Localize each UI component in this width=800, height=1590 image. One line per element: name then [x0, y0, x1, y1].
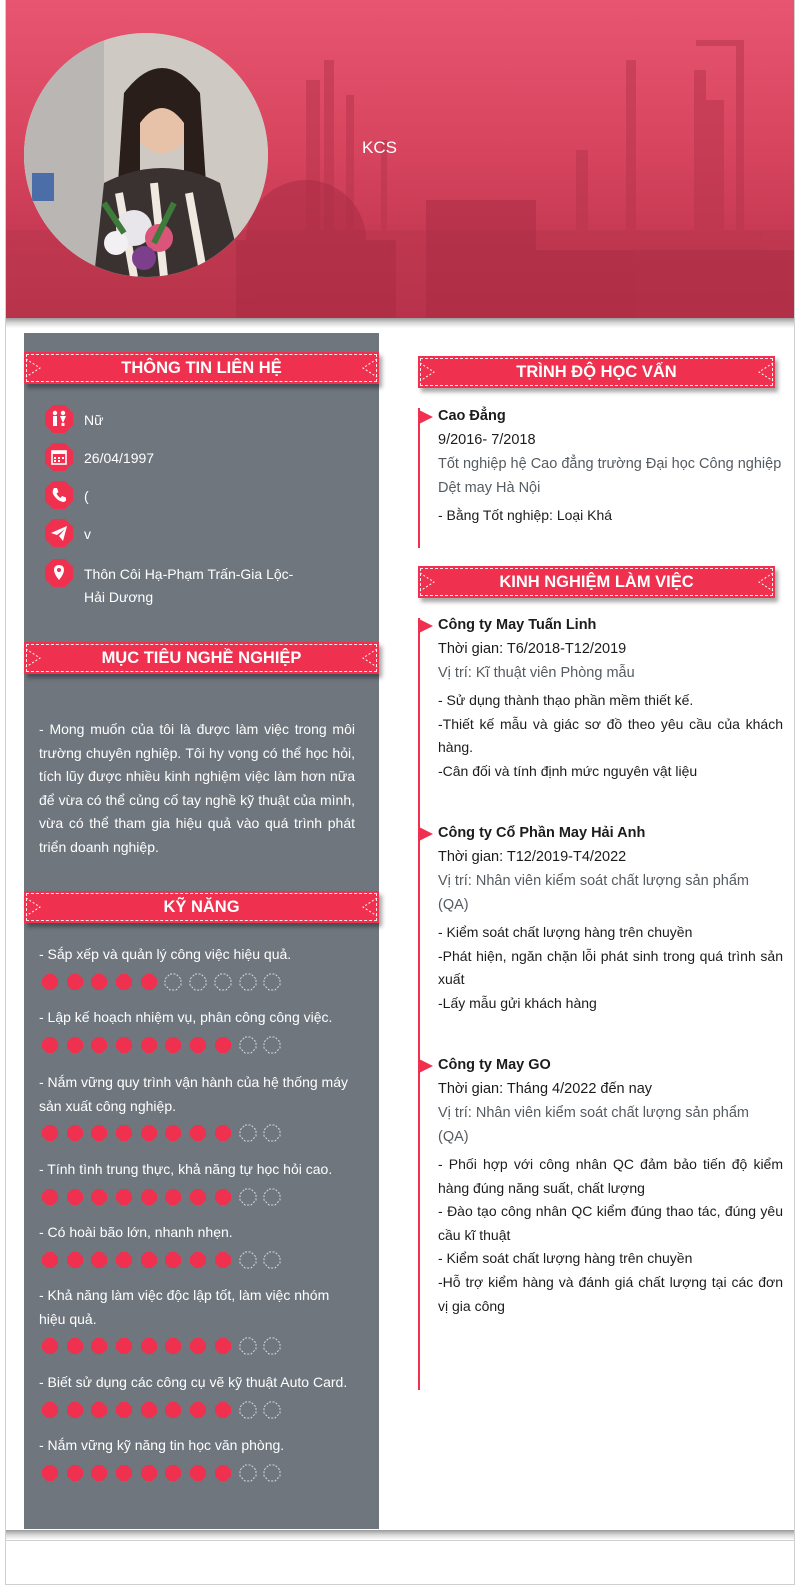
skill-dot-empty: [263, 1401, 281, 1419]
skill-dot-filled: [41, 1401, 59, 1419]
skill-dot-filled: [214, 1401, 232, 1419]
skill-dot-empty: [263, 1251, 281, 1269]
experience-desc-line: - Kiểm soát chất lượng hàng trên chuyền: [438, 1250, 693, 1267]
skill-dot-empty: [263, 1036, 281, 1054]
skill-dot-filled: [66, 973, 84, 991]
skill-dot-filled: [140, 1251, 158, 1269]
profile-photo: [24, 33, 268, 277]
experience-desc-line: -Hỗ trợ kiểm hàng và đánh giá chất lượng tại các đơn vị gia công: [438, 1273, 783, 1314]
education-time: 9/2016- 7/2018: [438, 432, 536, 448]
skill-dot-filled: [214, 1464, 232, 1482]
skill-dot-filled: [41, 973, 59, 991]
education-entry: [438, 404, 783, 528]
skill-dot-filled: [164, 1337, 182, 1355]
experience-desc-line: -Lấy mẫu gửi khách hàng: [438, 994, 597, 1011]
contact-birthday: [22, 442, 314, 472]
skill-dot-empty: [239, 973, 257, 991]
skill-dot-filled: [66, 1401, 84, 1419]
skill-dot-filled: [41, 1124, 59, 1142]
banner-notch-right-icon: [361, 358, 379, 378]
skill-rating: [41, 1464, 359, 1482]
skill-dot-filled: [41, 1464, 59, 1482]
skill-item: [39, 1221, 359, 1269]
banner-notch-left-icon: [418, 362, 436, 382]
skill-name: - Sắp xếp và quản lý công việc hiệu quả.: [39, 946, 292, 962]
skill-dot-empty: [239, 1124, 257, 1142]
skill-rating: [41, 1188, 359, 1206]
skill-item: [39, 943, 359, 991]
skill-dot-empty: [214, 973, 232, 991]
skill-dot-empty: [189, 973, 207, 991]
footer: [6, 1540, 794, 1585]
skill-item: [39, 1071, 359, 1142]
skill-dot-filled: [214, 1036, 232, 1054]
skill-dot-filled: [140, 1401, 158, 1419]
experience-flag-icon: [419, 619, 433, 633]
skill-name: - Biết sử dụng các công cụ vẽ kỹ thuật Auto Card.: [39, 1374, 348, 1390]
email-text: v: [84, 526, 91, 542]
skill-dot-empty: [263, 973, 281, 991]
experience-desc-line: - Phối hợp với công nhân QC đảm bảo tiến độ kiểm hàng đúng năng suất, chất lượng: [438, 1156, 783, 1196]
skill-dot-filled: [90, 1124, 108, 1142]
skill-dot-empty: [239, 1464, 257, 1482]
experience-desc-line: -Cân đối và tính định mức nguyên vật liệu: [438, 762, 698, 779]
skill-dot-filled: [115, 1401, 133, 1419]
skill-dot-empty: [263, 1337, 281, 1355]
skill-name: - Nắm vững quy trình vận hành của hệ thống máy sản xuất công nghiệp.: [39, 1074, 348, 1114]
skill-dot-filled: [41, 1337, 59, 1355]
skill-dot-filled: [214, 1188, 232, 1206]
skill-dot-filled: [90, 1464, 108, 1482]
skill-dot-filled: [164, 1188, 182, 1206]
objective-heading-text: MỤC TIÊU NGHỀ NGHIỆP: [101, 649, 302, 667]
skill-dot-filled: [164, 1464, 182, 1482]
skill-dot-filled: [189, 1188, 207, 1206]
experience-timeline: [418, 618, 420, 1390]
banner-notch-right-icon: [361, 897, 379, 917]
contact-heading: [24, 352, 379, 384]
banner-notch-right-icon: [757, 362, 775, 382]
skill-dot-filled: [66, 1188, 84, 1206]
objective-heading: [24, 642, 379, 674]
experience-time: Thời gian: T6/2018-T12/2019: [438, 641, 627, 657]
skill-name: - Có hoài bão lớn, nhanh nhẹn.: [39, 1224, 233, 1240]
skill-dot-empty: [263, 1464, 281, 1482]
avatar: [24, 33, 268, 277]
skill-dot-filled: [41, 1036, 59, 1054]
skill-dot-filled: [90, 973, 108, 991]
calendar-icon: [44, 442, 74, 472]
skill-dot-filled: [140, 1337, 158, 1355]
skill-dot-filled: [66, 1464, 84, 1482]
skill-item: [39, 1006, 359, 1054]
skill-dot-empty: [239, 1337, 257, 1355]
location-icon: [44, 558, 74, 588]
skill-dot-filled: [90, 1251, 108, 1269]
experience-desc-line: - Kiểm soát chất lượng hàng trên chuyền: [438, 924, 693, 940]
experience-time: Thời gian: T12/2019-T4/2022: [438, 849, 627, 865]
experience-desc-line: - Sử dụng thành thạo phần mềm thiết kế.: [438, 692, 694, 708]
contact-email[interactable]: [22, 518, 314, 548]
skill-dot-filled: [115, 1124, 133, 1142]
skill-name: - Nắm vững kỹ năng tin học văn phòng.: [39, 1437, 285, 1453]
skill-dot-filled: [140, 973, 158, 991]
skill-item: [39, 1434, 359, 1482]
banner-notch-right-icon: [361, 648, 379, 668]
experience-entry: [438, 613, 783, 783]
banner-notch-left-icon: [24, 897, 42, 917]
experience-entry: [438, 1053, 783, 1318]
send-icon: [44, 518, 74, 548]
education-desc: - Bằng Tốt nghiệp: Loại Khá: [438, 507, 613, 523]
experience-desc: [438, 1153, 783, 1318]
skill-dot-filled: [140, 1464, 158, 1482]
education-title: Cao Đẳng: [438, 408, 506, 424]
skill-dot-filled: [189, 1401, 207, 1419]
experience-desc: [438, 689, 783, 783]
contact-heading-text: THÔNG TIN LIÊN HỆ: [121, 359, 282, 377]
education-flag-icon: [419, 410, 433, 424]
banner-notch-left-icon: [24, 358, 42, 378]
skill-dot-filled: [115, 1188, 133, 1206]
skill-dot-filled: [66, 1251, 84, 1269]
skill-dot-empty: [263, 1124, 281, 1142]
skill-dot-empty: [239, 1401, 257, 1419]
banner-notch-left-icon: [418, 572, 436, 592]
skill-dot-filled: [140, 1124, 158, 1142]
experience-desc: [438, 921, 783, 1015]
footer-divider: [6, 1530, 794, 1540]
skill-dot-filled: [189, 1124, 207, 1142]
skill-rating: [41, 1124, 359, 1142]
experience-company: Công ty Cổ Phần May Hải Anh: [438, 825, 646, 841]
skill-dot-filled: [189, 1251, 207, 1269]
banner-notch-right-icon: [757, 572, 775, 592]
experience-company: Công ty May Tuấn Linh: [438, 617, 597, 633]
skill-dot-filled: [214, 1251, 232, 1269]
skill-item: [39, 1284, 359, 1355]
skill-rating: [41, 973, 359, 991]
skill-dot-filled: [115, 973, 133, 991]
contact-phone[interactable]: [22, 480, 314, 510]
experience-heading-text: KINH NGHIỆM LÀM VIỆC: [499, 573, 694, 591]
gender-text: Nữ: [84, 412, 104, 428]
skill-name: - Khả năng làm việc độc lập tốt, làm việc nhóm hiệu quả.: [39, 1287, 330, 1327]
phone-text: (: [84, 488, 89, 504]
skill-dot-filled: [115, 1036, 133, 1054]
header-divider: [6, 318, 794, 328]
experience-role: Vị trí: Kĩ thuật viên Phòng mẫu: [438, 665, 635, 681]
skill-dot-filled: [214, 1124, 232, 1142]
address-text: Thôn Côi Hạ-Phạm Trấn-Gia Lộc-Hải Dương: [84, 566, 294, 605]
education-role: Tốt nghiệp hệ Cao đẳng trường Đại học Công nghiệp Dệt may Hà Nội: [438, 456, 782, 496]
skill-dot-filled: [164, 1036, 182, 1054]
contact-address: [22, 558, 314, 609]
header-banner: [6, 0, 794, 318]
skill-rating: [41, 1036, 359, 1054]
skill-dot-empty: [164, 973, 182, 991]
education-timeline: [418, 408, 420, 548]
skill-dot-filled: [115, 1464, 133, 1482]
skill-dot-filled: [164, 1251, 182, 1269]
skill-rating: [41, 1251, 359, 1269]
banner-notch-left-icon: [24, 648, 42, 668]
experience-role: Vị trí: Nhân viên kiểm soát chất lượng sản phẩm (QA): [438, 1105, 749, 1145]
skills-heading-text: KỸ NĂNG: [163, 898, 240, 916]
experience-time: Thời gian: Tháng 4/2022 đến nay: [438, 1081, 653, 1097]
skill-dot-filled: [115, 1251, 133, 1269]
skill-rating: [41, 1337, 359, 1355]
experience-heading: [418, 566, 775, 598]
skill-dot-filled: [66, 1124, 84, 1142]
skill-dot-filled: [115, 1337, 133, 1355]
skill-dot-filled: [90, 1188, 108, 1206]
experience-desc-line: -Thiết kế mẫu và giác sơ đồ theo yêu cầu của khách hàng.: [438, 715, 783, 756]
skill-dot-filled: [164, 1401, 182, 1419]
skill-dot-filled: [90, 1401, 108, 1419]
skill-dot-filled: [140, 1188, 158, 1206]
skill-dot-filled: [189, 1337, 207, 1355]
skill-dot-filled: [41, 1251, 59, 1269]
position-title: KCS: [362, 138, 397, 157]
experience-flag-icon: [419, 827, 433, 841]
education-heading-text: TRÌNH ĐỘ HỌC VẤN: [516, 363, 677, 381]
skill-dot-filled: [140, 1036, 158, 1054]
skill-dot-filled: [90, 1337, 108, 1355]
phone-icon: [44, 480, 74, 510]
skill-rating: [41, 1401, 359, 1419]
skill-dot-empty: [239, 1251, 257, 1269]
skill-dot-empty: [239, 1188, 257, 1206]
gender-icon: [44, 404, 74, 434]
skill-dot-filled: [66, 1337, 84, 1355]
skill-dot-filled: [90, 1036, 108, 1054]
experience-desc-line: -Phát hiện, ngăn chặn lỗi phát sinh trong quá trình sản xuất: [438, 947, 783, 988]
skill-item: [39, 1371, 359, 1419]
skill-dot-filled: [189, 1464, 207, 1482]
experience-entry: [438, 821, 783, 1015]
education-heading: [418, 356, 775, 388]
skill-dot-filled: [214, 1337, 232, 1355]
skill-name: - Lập kế hoạch nhiệm vụ, phân công công việc.: [39, 1009, 333, 1025]
birthday-text: 26/04/1997: [84, 450, 155, 466]
skill-dot-filled: [164, 1124, 182, 1142]
skill-item: [39, 1158, 359, 1206]
skill-dot-empty: [239, 1036, 257, 1054]
experience-desc-line: - Đào tạo công nhân QC kiểm đúng thao tác, đúng yêu cầu kĩ thuật: [438, 1203, 783, 1243]
skill-dot-empty: [263, 1188, 281, 1206]
skills-heading: [24, 891, 379, 923]
experience-company: Công ty May GO: [438, 1057, 551, 1073]
skill-dot-filled: [66, 1036, 84, 1054]
skill-dot-filled: [41, 1188, 59, 1206]
experience-role: Vị trí: Nhân viên kiểm soát chất lượng sản phẩm (QA): [438, 873, 749, 913]
skill-dot-filled: [189, 1036, 207, 1054]
objective-text: - Mong muốn của tôi là được làm việc trong môi trường chuyên nghiệp. Tôi hy vọng có thể học hỏi, tích lũy được nhiều kinh nghiệm việc làm hơn nữa để vừa có thể củng cố tay nghề kỹ thuật của mình, vừa có thể tham gia hiệu quả vào quá trình phát triển doanh nghiệp.: [39, 721, 355, 855]
experience-flag-icon: [419, 1059, 433, 1073]
contact-gender: [22, 404, 314, 434]
skill-name: - Tính tình trung thực, khả năng tự học hỏi cao.: [39, 1161, 333, 1177]
